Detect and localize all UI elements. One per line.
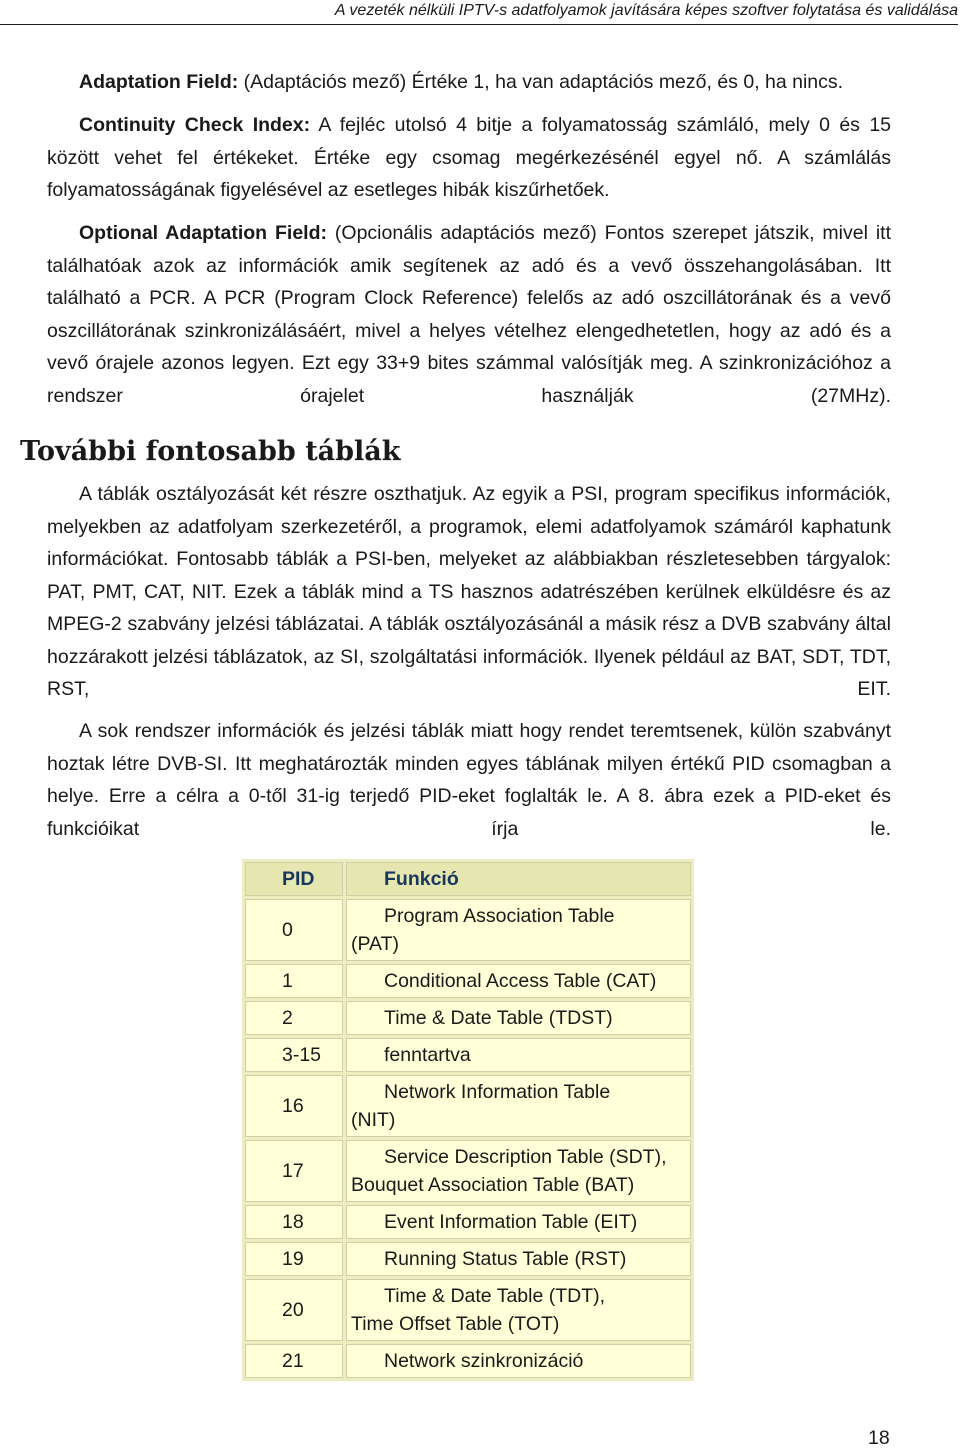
paragraph-dvb-si: A sok rendszer információk és jelzési táblák miatt hogy rendet teremtsenek, külön szabványt hoztak létre DVB-SI. Itt meghatározták minden egyes táblának milyen értékű PID csomagban a helye. Erre a célra a 0-től 31-ig terjedő PID-eket foglalták le. A 8. ábra ezek a PID-eket és funkcióikat írja le. [47, 720, 891, 840]
paragraph-optional-adaptation-field [47, 217, 891, 445]
pid-cell: 0 [245, 899, 343, 961]
function-cell: Network szinkronizáció [346, 1344, 691, 1378]
table-row [245, 1205, 691, 1239]
term-adaptation-field: Adaptation Field: [79, 71, 239, 93]
text-adaptation-field: (Adaptációs mező) Értéke 1, ha van adaptációs mező, és 0, ha nincs. [238, 71, 844, 93]
paragraph-adaptation-field [47, 66, 891, 99]
pid-cell: 18 [245, 1205, 343, 1239]
continuity-line-2: között vehet fel értékeket. Értéke egy csomag megérkezésénél egyel nő. A számlálás [47, 146, 891, 169]
table-row [245, 1140, 691, 1202]
pid-cell: 21 [245, 1344, 343, 1378]
table-row [245, 1344, 691, 1378]
function-cell: Program Association Table (PAT) [346, 899, 691, 961]
table-row [245, 964, 691, 998]
paragraph-continuity-check [47, 109, 891, 207]
section-heading: További fontosabb táblák [20, 436, 401, 467]
table-row [245, 1001, 691, 1035]
pid-function-table [242, 859, 694, 1381]
table-row [245, 1038, 691, 1072]
term-continuity-check: Continuity Check Index: [79, 114, 311, 136]
text-optional-adaptation-field: (Opcionális adaptációs mező) Fontos szerepet játszik, mivel itt találhatóak azok az információk amik segítenek az adó és a vevő összehangolásában. Itt található a PCR. A PCR (Program Clock Reference) felelős az adó oszcillátorának és a vevő oszcillátorának szinkronizálásáért, mivel a helyes vételhez elengedhetetlen, hogy az adó és a vevő órajele azonos legyen. Ezt egy 33+9 bites számmal valósítják meg. A szinkronizációhoz a rendszer órajelet használják (27MHz). [47, 222, 891, 407]
pid-cell: 1 [245, 964, 343, 998]
continuity-line-1: Continuity Check Index: A fejléc utolsó 4 bitje a folyamatosság számláló, mely 0 és 15 [79, 114, 892, 136]
function-cell: Running Status Table (RST) [346, 1242, 691, 1276]
table-row [245, 1242, 691, 1276]
function-cell: Conditional Access Table (CAT) [346, 964, 691, 998]
table-row [245, 899, 691, 961]
running-header: A vezeték nélküli IPTV-s adatfolyamok javítására képes szoftver folytatása és validálása [0, 0, 958, 25]
function-cell: Service Description Table (SDT), Bouquet Association Table (BAT) [346, 1140, 691, 1202]
pid-cell: 3-15 [245, 1038, 343, 1072]
pid-cell: 17 [245, 1140, 343, 1202]
pid-cell: 19 [245, 1242, 343, 1276]
paragraph-table-classification: A táblák osztályozását két részre oszthatjuk. Az egyik a PSI, program specifikus információk, melyekben az adatfolyam szerkezetéről, a programok, elemi adatfolyamok számáról kaphatunk információkat. Fontosabb táblák a PSI-ben, melyeket az alábbiakban részletesebben tárgyalok: PAT, PMT, CAT, NIT. Ezek a táblák mind a TS hasznos adatrészében kerülnek elküldésre és az MPEG-2 szabvány jelzési táblázatai. A táblák osztályozásánál a másik rész a DVB szabvány által hozzárakott jelzési táblázatok, az SI, szolgáltatási információk. Ilyenek például az BAT, SDT, TDT, RST, EIT. [47, 483, 891, 700]
term-optional-adaptation-field: Optional Adaptation Field: [79, 222, 327, 244]
pid-cell: 20 [245, 1279, 343, 1341]
header-pid: PID [245, 862, 343, 896]
pid-cell: 2 [245, 1001, 343, 1035]
function-cell: Network Information Table (NIT) [346, 1075, 691, 1137]
function-cell: Event Information Table (EIT) [346, 1205, 691, 1239]
pid-cell: 16 [245, 1075, 343, 1137]
function-cell: fenntartva [346, 1038, 691, 1072]
page-number: 18 [868, 1427, 890, 1449]
table-header-row [245, 862, 691, 896]
table-row [245, 1279, 691, 1341]
function-cell: Time & Date Table (TDST) [346, 1001, 691, 1035]
header-function: Funkció [346, 862, 691, 896]
function-cell: Time & Date Table (TDT), Time Offset Table (TOT) [346, 1279, 691, 1341]
table-row [245, 1075, 691, 1137]
continuity-line-3: folyamatosságának figyelésével az esetleges hibák kiszűrhetőek. [47, 179, 610, 201]
